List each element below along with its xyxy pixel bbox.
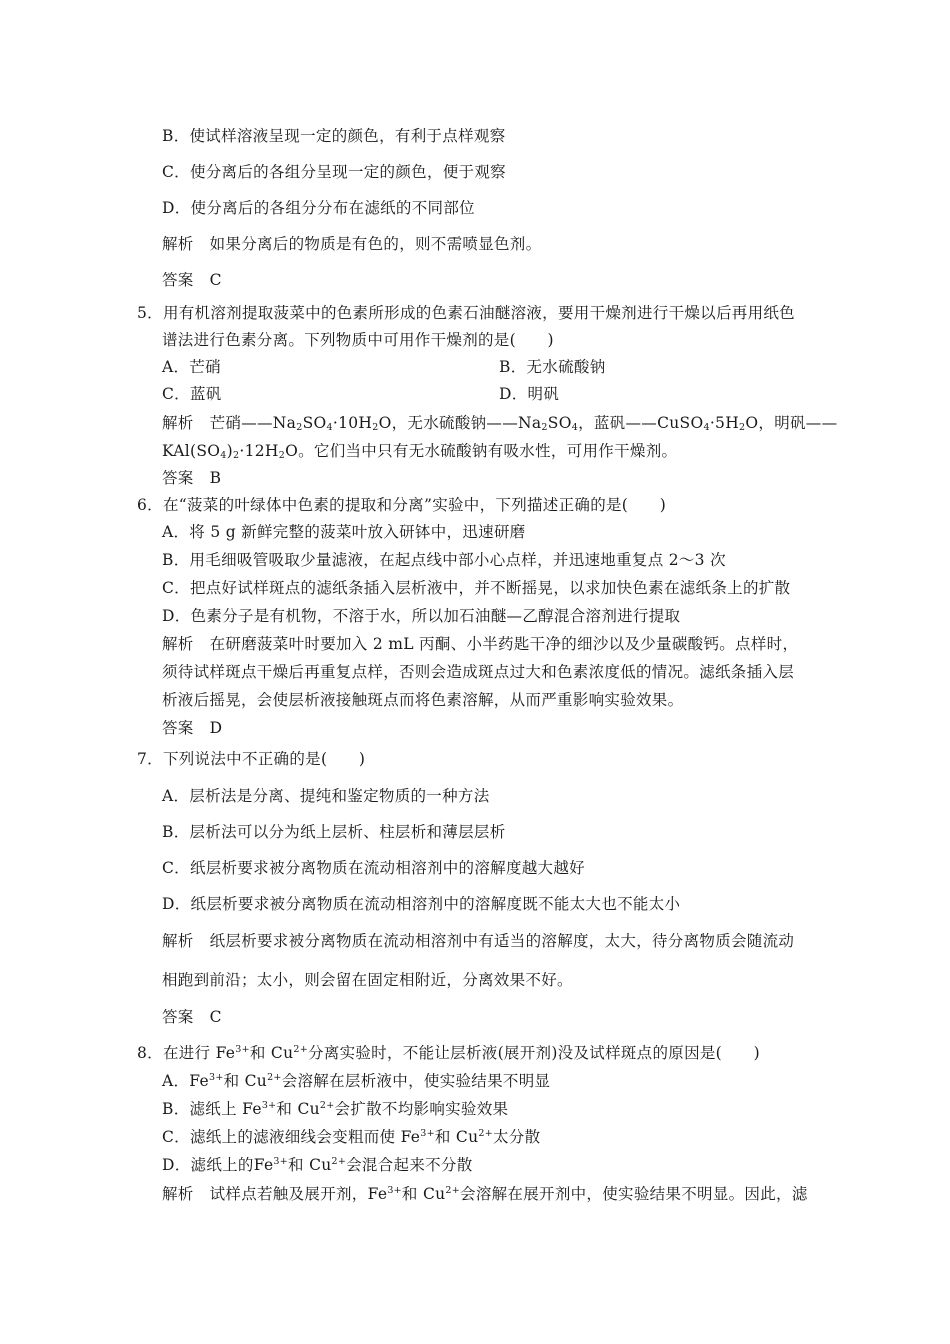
q4-option-c: C．使分离后的各组分呈现一定的颜色，便于观察 [162,163,506,181]
q6-answer-value: D [209,719,223,737]
q5-option-d: D．明矾 [499,385,560,403]
q7-analysis-label: 解析 [162,932,194,950]
q7-option-a: A．层析法是分离、提纯和鉴定物质的一种方法 [162,787,490,805]
q7-analysis-line1: 解析 纸层析要求被分离物质在流动相溶剂中有适当的溶解度，太大，待分离物质会随流动 [162,932,795,950]
q5-option-a: A．芒硝 [162,358,221,376]
q5-option-c: C．蓝矾 [162,385,222,403]
q8-analysis-label: 解析 [162,1185,194,1203]
q5-options-row1 [162,357,762,377]
q4-answer-value: C [209,271,222,289]
q7-stem: 7．下列说法中不正确的是( ) [137,750,366,768]
q8-option-d: D．滤纸上的$Fe^{3+}$和 $Cu^{2+}$会混合起来不分散 [162,1156,473,1174]
q8-analysis-line1: 解析 试样点若触及展开剂，$Fe^{3+}$和 $Cu^{2+}$会溶解在展开剂中，使实验结果不明显。因此，滤 [162,1185,808,1203]
q7-analysis-line2: 相跑到前沿；太小，则会留在固定相附近，分离效果不好。 [162,971,573,989]
q5-option-b: B．无水硫酸钠 [499,358,606,376]
q6-stem: 6．在“菠菜的叶绿体中色素的提取和分离”实验中，下列描述正确的是( ) [137,496,667,514]
q5-answer-label: 答案 [162,469,194,487]
q7-answer-label: 答案 [162,1008,194,1026]
q4-analysis-text: 如果分离后的物质是有色的，则不需喷显色剂。 [209,235,542,253]
q5-stem-line1: 5．用有机溶剂提取菠菜中的色素所形成的色素石油醚溶液，要用干燥剂进行干燥以后再用纸色 [137,304,795,322]
q6-answer-label: 答案 [162,719,194,737]
q5-stem-line2: 谱法进行色素分离。下列物质中可用作干燥剂的是( ) [162,331,554,349]
q5-analysis-line1: 解析 芒硝$——Na_2SO_4\cdot 10H_2O$，无水硫酸钠$——Na_2SO_4$，蓝矾$——CuSO_4\cdot 5H_2O$，明矾—— [162,414,838,433]
q6-answer [162,718,222,738]
q7-option-d: D．纸层析要求被分离物质在流动相溶剂中的溶解度既不能太大也不能太小 [162,895,681,913]
q4-answer-label: 答案 [162,271,194,289]
q6-analysis-line2: 须待试样斑点干燥后再重复点样，否则会造成斑点过大和色素浓度低的情况。滤纸条插入层 [162,663,795,681]
q8-option-a: A．$Fe^{3+}$和 $Cu^{2+}$会溶解在层析液中，使实验结果不明显 [162,1072,551,1090]
q4-option-d: D．使分离后的各组分分布在滤纸的不同部位 [162,199,475,217]
q4-analysis [162,234,541,254]
q6-option-a: A．将 5 g 新鲜完整的菠菜叶放入研钵中，迅速研磨 [162,523,526,541]
q6-analysis-line1: 解析 在研磨菠菜叶时要加入 2 mL 丙酮、小半药匙干净的细沙以及少量碳酸钙。点样时， [162,635,799,653]
q7-option-b: B．层析法可以分为纸上层析、柱层析和薄层层析 [162,823,506,841]
q6-option-c: C．把点好试样斑点的滤纸条插入层析液中，并不断摇晃，以求加快色素在滤纸条上的扩散 [162,579,791,597]
q7-answer-value: C [209,1008,222,1026]
q6-analysis-label: 解析 [162,635,194,653]
q7-answer [162,1007,222,1027]
q6-option-b: B．用毛细吸管吸取少量滤液，在起点线中部小心点样，并迅速地重复点 2～3 次 [162,551,726,569]
q4-answer [162,270,222,290]
q8-option-c: C．滤纸上的滤液细线会变粗而使 $Fe^{3+}$和 $Cu^{2+}$太分散 [162,1128,541,1146]
q5-options-row2 [162,384,762,404]
q5-analysis-line2: $KAl(SO_4)_2\cdot 12H_2O$。它们当中只有无水硫酸钠有吸水性，可用作干燥剂。 [162,442,678,461]
q8-option-b: B．滤纸上 $Fe^{3+}$和 $Cu^{2+}$会扩散不均影响实验效果 [162,1100,509,1118]
q5-analysis-label: 解析 [162,414,194,432]
q4-analysis-label: 解析 [162,235,194,253]
q8-stem: 8．在进行 $Fe^{3+}$和 $Cu^{2+}$分离实验时，不能让层析液(展开剂)没及试样斑点的原因是( ) [137,1044,760,1062]
q5-answer-value: B [209,469,222,487]
q6-option-d: D．色素分子是有机物，不溶于水，所以加石油醚—乙醇混合溶剂进行提取 [162,607,681,625]
q4-option-b: B．使试样溶液呈现一定的颜色，有利于点样观察 [162,127,506,145]
q5-answer [162,468,221,488]
q6-analysis-line3: 析液后摇晃，会使层析液接触斑点而将色素溶解，从而严重影响实验效果。 [162,691,684,709]
q7-option-c: C．纸层析要求被分离物质在流动相溶剂中的溶解度越大越好 [162,859,585,877]
